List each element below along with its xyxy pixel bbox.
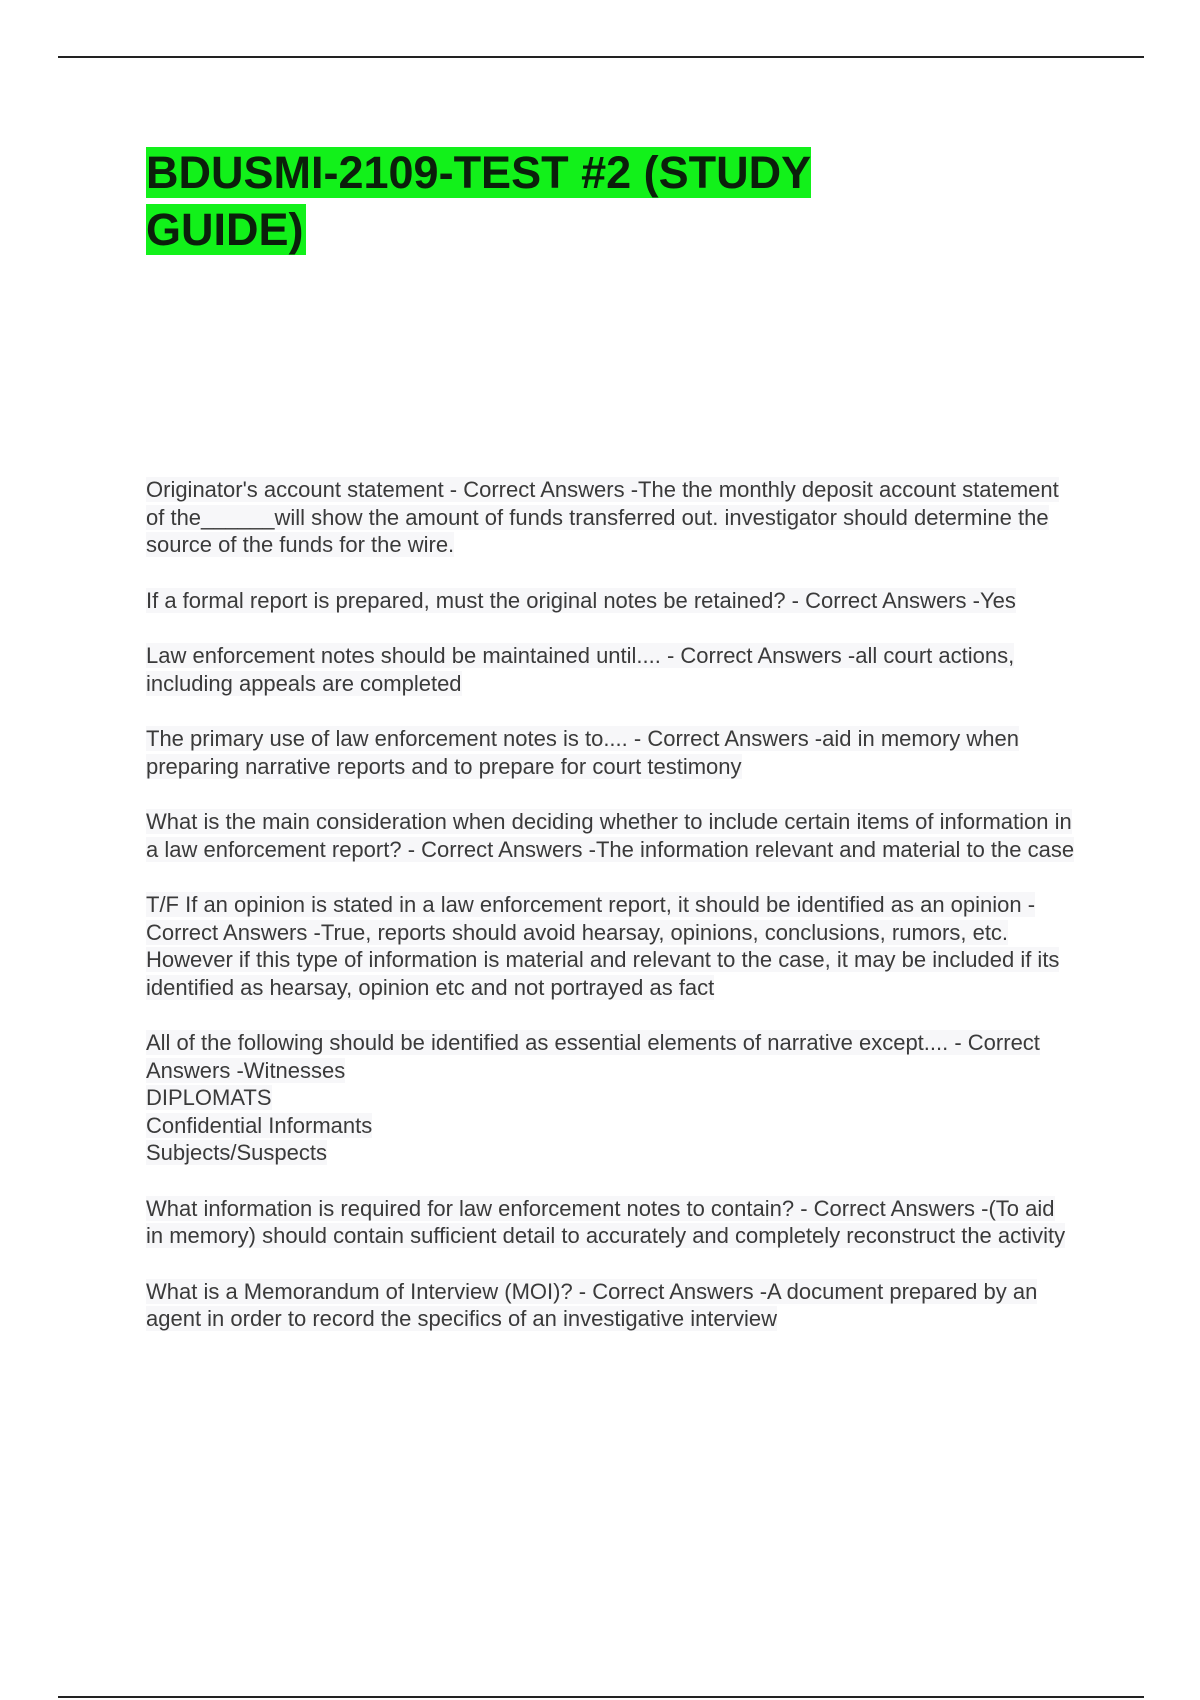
top-rule xyxy=(58,56,1144,58)
qa-item: Law enforcement notes should be maintained until.... - Correct Answers -all court actions, including appeals are completed xyxy=(146,643,1015,696)
qa-item: All of the following should be identified as essential elements of narrative except.... - Correct Answers -Witnesses DIPLOMATS Confidential Informants Subjects/Suspects xyxy=(146,1030,1040,1165)
qa-item: The primary use of law enforcement notes is to.... - Correct Answers -aid in memory when preparing narrative reports and to prepare for court testimony xyxy=(146,726,1019,779)
qa-item: What information is required for law enforcement notes to contain? - Correct Answers -(To aid in memory) should contain sufficient detail to accurately and completely reconstruct the activity xyxy=(146,1195,1066,1248)
qa-item: T/F If an opinion is stated in a law enforcement report, it should be identified as an opinion - Correct Answers -True, reports should avoid hearsay, opinions, conclusions, rumors, etc. However if this type of information is material and relevant to the case, it may be included if its identified as hearsay, opinion etc and not portrayed as fact xyxy=(146,892,1060,1000)
qa-item: What is a Memorandum of Interview (MOI)? - Correct Answers -A document prepared by an agent in order to record the specifics of an investigative interview xyxy=(146,1278,1038,1331)
title-highlight: BDUSMI-2109-TEST #2 (STUDY GUIDE) xyxy=(146,147,812,255)
qa-item: If a formal report is prepared, must the original notes be retained? - Correct Answers -Yes xyxy=(146,587,1016,613)
qa-list xyxy=(146,476,1076,1361)
document-title xyxy=(146,144,906,258)
bottom-rule xyxy=(58,1696,1144,1698)
qa-item: What is the main consideration when deciding whether to include certain items of information in a law enforcement report? - Correct Answers -The information relevant and material to the case xyxy=(146,809,1075,862)
qa-item: Originator's account statement - Correct Answers -The the monthly deposit account statement of the______will show the amount of funds transferred out. investigator should determine the source of the funds for the wire. xyxy=(146,477,1059,557)
